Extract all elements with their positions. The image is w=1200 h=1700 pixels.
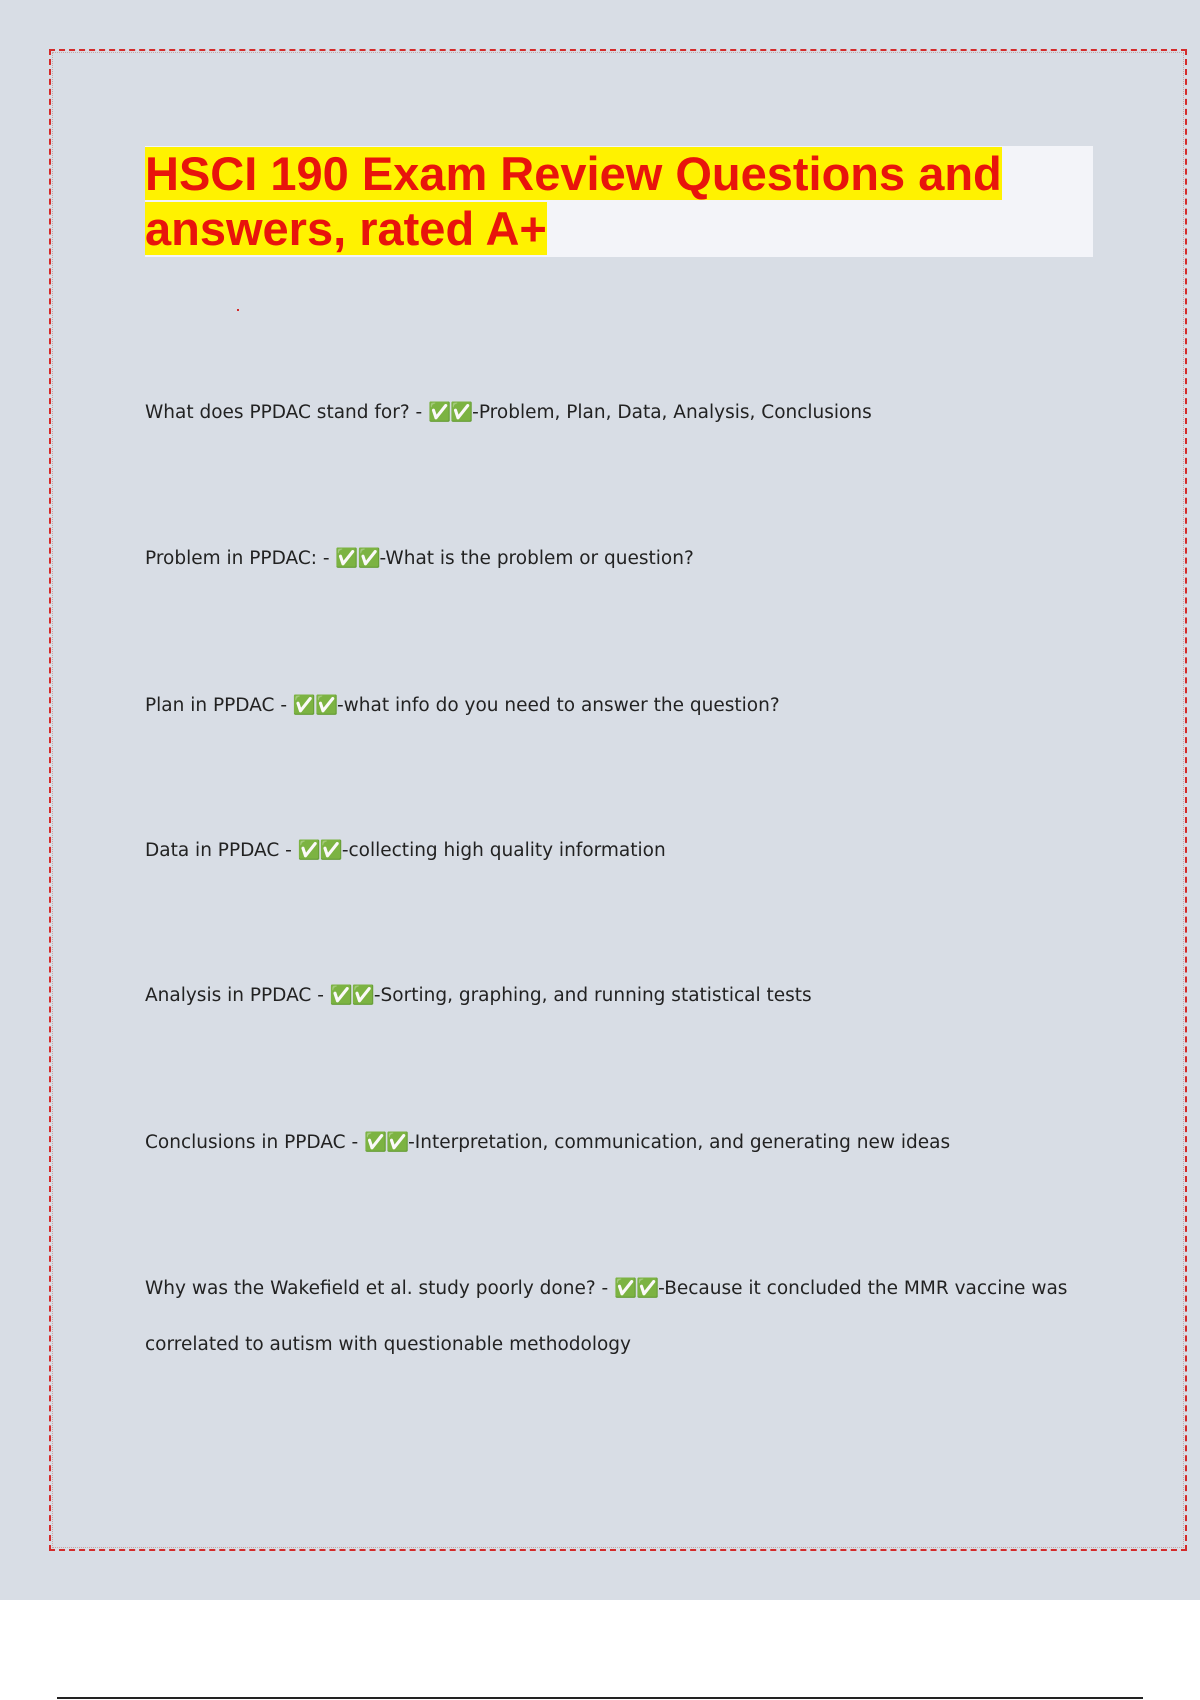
question-text: Data in PPDAC - bbox=[145, 840, 292, 861]
double-check-icon: ✅✅ bbox=[428, 402, 473, 423]
stray-dot bbox=[237, 309, 239, 311]
question-text: Problem in PPDAC: - bbox=[145, 548, 330, 569]
double-check-icon: ✅✅ bbox=[292, 695, 337, 716]
question-text: Conclusions in PPDAC - bbox=[145, 1132, 359, 1153]
answer-text: -What is the problem or question? bbox=[379, 548, 694, 569]
answer-text: -Interpretation, communication, and generating new ideas bbox=[408, 1132, 951, 1153]
double-check-icon: ✅✅ bbox=[297, 840, 342, 861]
answer-text: -Problem, Plan, Data, Analysis, Conclusions bbox=[472, 402, 872, 423]
question-text: Why was the Wakefield et al. study poorly done? - bbox=[145, 1278, 609, 1299]
qa-item-5 bbox=[145, 968, 1095, 1024]
qa-item-1 bbox=[145, 385, 1095, 441]
double-check-icon: ✅✅ bbox=[335, 548, 380, 569]
qa-item-6 bbox=[145, 1115, 1095, 1171]
question-text: Analysis in PPDAC - bbox=[145, 985, 324, 1006]
document-title-text: HSCI 190 Exam Review Questions and answers, rated A+ bbox=[145, 147, 1002, 255]
question-text: What does PPDAC stand for? - bbox=[145, 402, 423, 423]
answer-text: -what info do you need to answer the question? bbox=[337, 695, 780, 716]
answer-text: -Sorting, graphing, and running statistical tests bbox=[373, 985, 812, 1006]
qa-item-7 bbox=[145, 1261, 1095, 1373]
page-footer-rule bbox=[57, 1697, 1143, 1699]
qa-item-4 bbox=[145, 823, 1095, 879]
answer-text: -Because it concluded the MMR vaccine was correlated to autism with questionable methodology bbox=[145, 1278, 1068, 1355]
question-text: Plan in PPDAC - bbox=[145, 695, 288, 716]
double-check-icon: ✅✅ bbox=[614, 1278, 659, 1299]
qa-item-3 bbox=[145, 678, 1095, 734]
double-check-icon: ✅✅ bbox=[329, 985, 374, 1006]
qa-item-2 bbox=[145, 531, 1095, 587]
double-check-icon: ✅✅ bbox=[364, 1132, 409, 1153]
answer-text: -collecting high quality information bbox=[341, 840, 666, 861]
document-title bbox=[145, 146, 1093, 256]
